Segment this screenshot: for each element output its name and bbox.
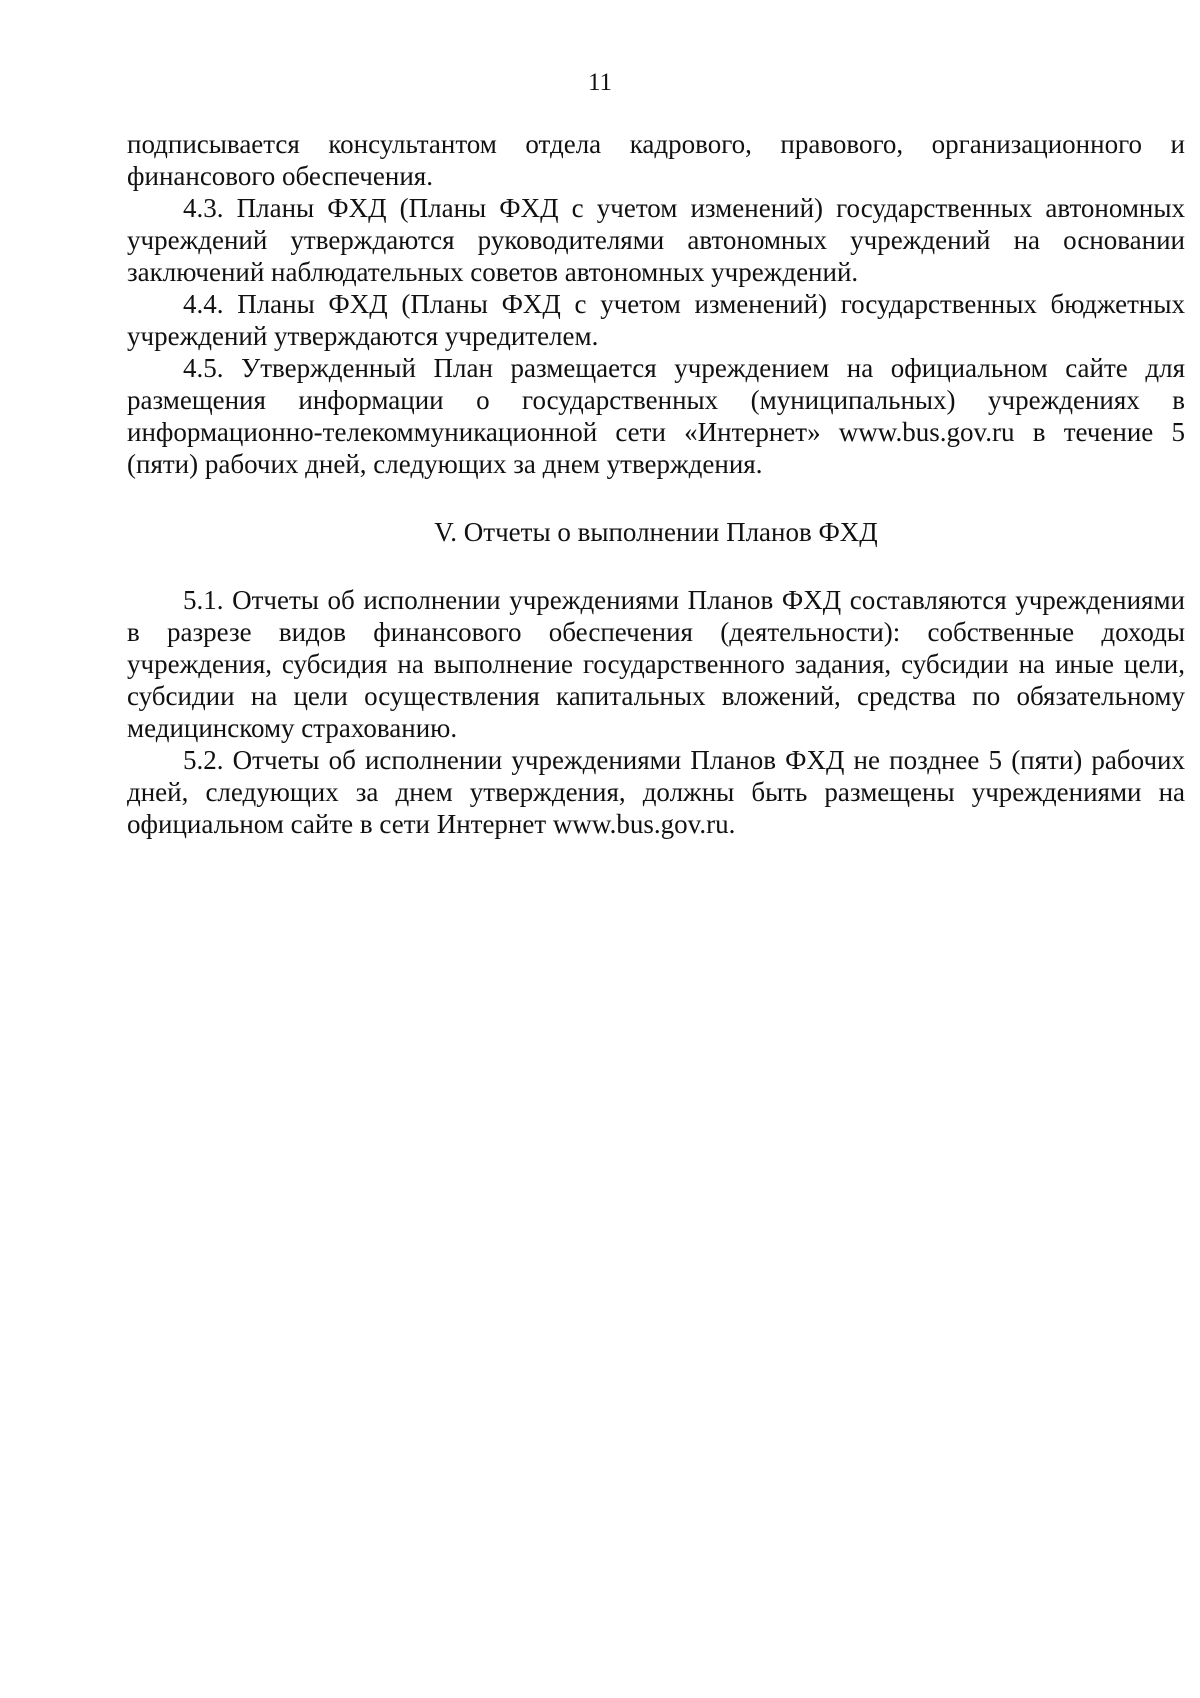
paragraph-continuation: подписывается консультантом отдела кадрового, правового, организационного и финансового обеспечения. — [127, 129, 1185, 191]
paragraph-5-2: 5.2. Отчеты об исполнении учреждениями Планов ФХД не позднее 5 (пяти) рабочих дней, следующих за днем утверждения, должны быть размещены учреждениями на официальном сайте в сети Интернет www.bus.gov.ru. — [127, 745, 1185, 839]
paragraph-4-5: 4.5. Утвержденный План размещается учреждением на официальном сайте для размещения информации о государственных (муниципальных) учреждениях в информационно-телекоммуникационной сети «Интернет» www.bus.gov.ru в течение 5 (пяти) рабочих дней, следующих за днем утверждения. — [127, 353, 1185, 479]
paragraph-4-3: 4.3. Планы ФХД (Планы ФХД с учетом изменений) государственных автономных учреждений утверждаются руководителями автономных учреждений на основании заключений наблюдательных советов автономных учреждений. — [127, 193, 1185, 287]
paragraph-4-4: 4.4. Планы ФХД (Планы ФХД с учетом изменений) государственных бюджетных учреждений утверждаются учредителем. — [127, 289, 1185, 351]
section-title: V. Отчеты о выполнении Планов ФХД — [434, 517, 878, 547]
document-body — [127, 128, 1185, 840]
paragraph-5-1: 5.1. Отчеты об исполнении учреждениями Планов ФХД составляются учреждениями в разрезе видов финансового обеспечения (деятельности): собственные доходы учреждения, субсидия на выполнение государственного задания, субсидии на иные цели, субсидии на цели осуществления капитальных вложений, средства по обязательному медицинскому страхованию. — [127, 585, 1185, 743]
page-number: 11 — [587, 69, 613, 96]
